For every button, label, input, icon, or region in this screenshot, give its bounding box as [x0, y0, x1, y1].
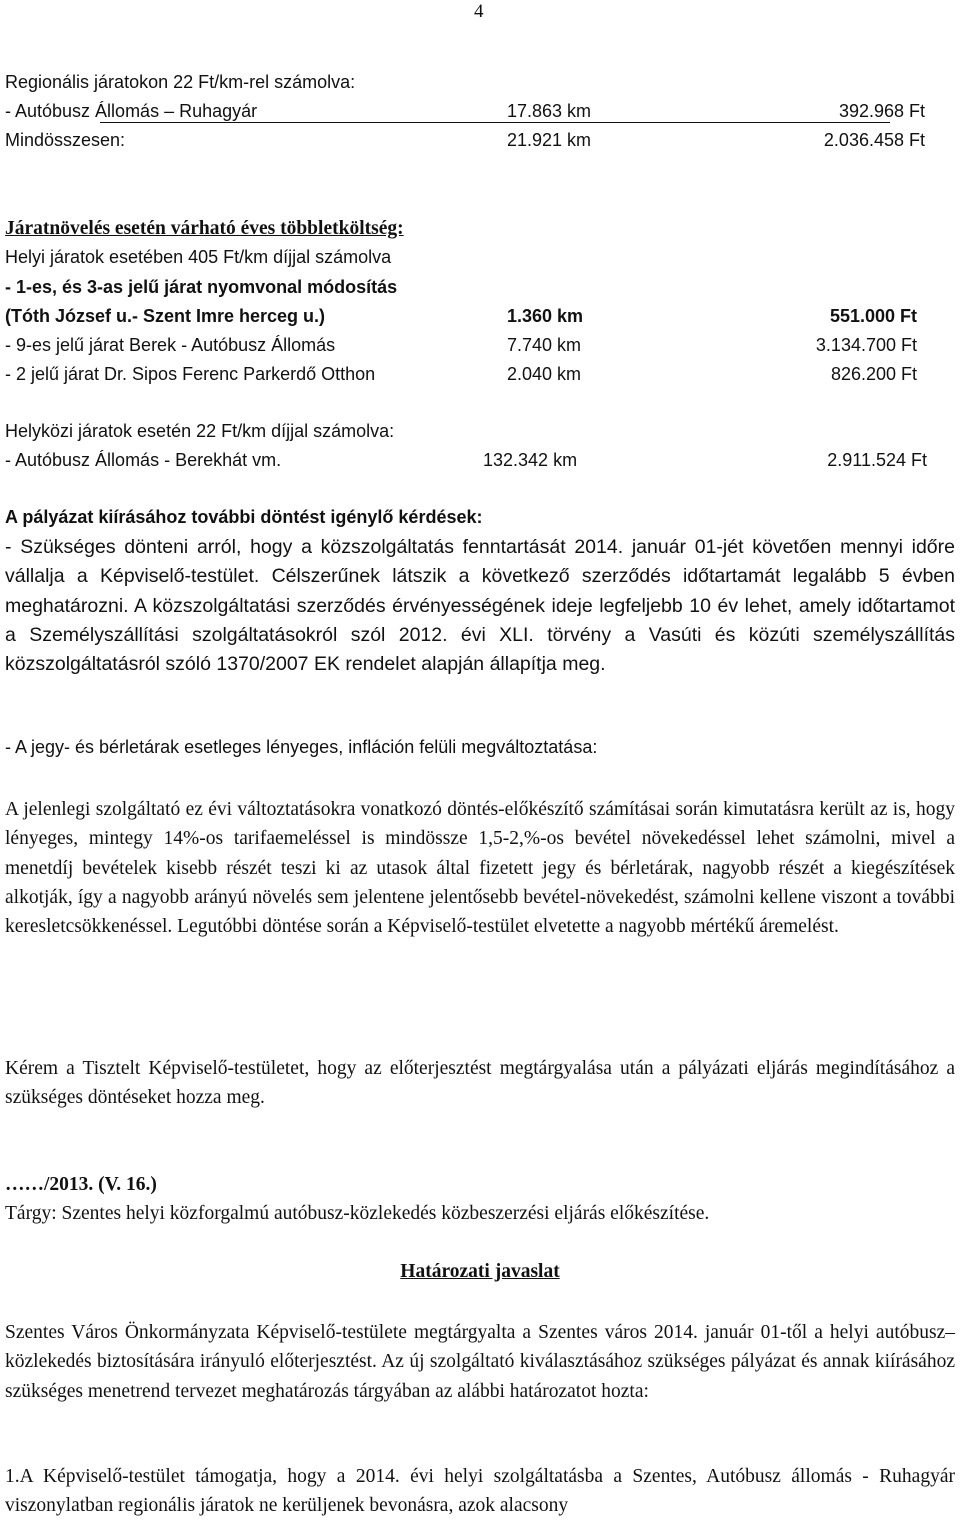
- item4-km: 132.342 km: [483, 450, 578, 470]
- item3-label: - 2 jelű járat Dr. Sipos Ferenc Parkerdő Otthon: [5, 364, 376, 384]
- fare-line: - A jegy- és bérletárak esetleges lényeges, infláción felüli megváltoztatása:: [5, 737, 598, 757]
- regional-route-label: - Autóbusz Állomás – Ruhagyár: [5, 101, 258, 121]
- item3-km: 2.040 km: [507, 364, 582, 384]
- item1-ft: 551.000 Ft: [829, 306, 917, 326]
- sum-divider: [100, 122, 890, 123]
- page-number: 4: [474, 1, 484, 22]
- item1-label: (Tóth József u.- Szent Imre herceg u.): [5, 306, 326, 326]
- intercity-heading: Helyközi járatok esetén 22 Ft/km díjjal számolva:: [5, 421, 395, 441]
- item4-label: - Autóbusz Állomás - Berekhát vm.: [5, 450, 282, 470]
- resolution-subject: Tárgy: Szentes helyi közforgalmú autóbusz-közlekedés közbeszerzési eljárás előkészítése.: [5, 1203, 710, 1224]
- resolution-point-1: 1.A Képviselő-testület támogatja, hogy a 2014. évi helyi szolgáltatásba a Szentes, Autóbusz állomás - Ruhagyár viszonylatban regionális járatok ne kerüljenek bevonásra, azok alacsony: [5, 1466, 955, 1517]
- fare-paragraph: A jelenlegi szolgáltató ez évi változtatásokra vonatkozó döntés-előkészítő számításai során kimutatásra került az is, hogy lényeges, mintegy 14%-os tarifaemeléssel is mindössze 1,5-2,%-os bevétel növekedéssel lehet számolni, mivel a menetdíj bevételek kisebb részét teszi ki az utasok által fizetett jegy és bérletárak, nagyobb részét a kiegészítések alkotják, így a nagyobb arányú növelés sem jelentene jelentősebb bevétel-növekedést, számolni kellene viszont a további keresletcsökkenéssel. Legutóbbi döntése során a Képviselő-testület elvetette a nagyobb mértékű áremelést.: [5, 799, 955, 938]
- regional-route-km: 17.863 km: [507, 101, 592, 121]
- total-ft: 2.036.458 Ft: [823, 130, 925, 150]
- item4-ft: 2.911.524 Ft: [827, 450, 927, 470]
- regional-heading: Regionális járatokon 22 Ft/km-rel számolva:: [5, 72, 356, 92]
- request-paragraph: Kérem a Tisztelt Képviselő-testületet, hogy az előterjesztést megtárgyalása után a pályázati eljárás megindításához a szükséges döntéseket hozza meg.: [5, 1058, 955, 1109]
- local-heading: Helyi járatok esetében 405 Ft/km díjjal számolva: [5, 247, 392, 267]
- questions-heading: A pályázat kiírásához további döntést igénylő kérdések:: [5, 507, 483, 527]
- resolution-number: ……/2013. (V. 16.): [5, 1174, 157, 1195]
- regional-route-ft: 392.968 Ft: [838, 101, 925, 121]
- total-km: 21.921 km: [507, 130, 592, 150]
- item3-ft: 826.200 Ft: [830, 364, 917, 384]
- total-label: Mindösszesen:: [5, 130, 126, 150]
- increase-heading: Járatnövelés esetén várható éves többletköltség:: [5, 218, 404, 239]
- item2-label: - 9-es jelű járat Berek - Autóbusz Állomás: [5, 335, 336, 355]
- item1-line1: - 1-es, és 3-as jelű járat nyomvonal módosítás: [5, 277, 398, 297]
- resolution-intro: Szentes Város Önkormányzata Képviselő-testülete megtárgyalta a Szentes város 2014. január 01-től a helyi autóbusz–közlekedés biztosítására irányuló előterjesztést. Az új szolgáltató kiválasztásához szükséges pályázat és annak kiírásához szükséges menetrend tervezet meghatározás tárgyában az alábbi határozatot hozta:: [5, 1322, 955, 1402]
- resolution-title: Határozati javaslat: [400, 1261, 560, 1282]
- item1-km: 1.360 km: [507, 306, 584, 326]
- item2-km: 7.740 km: [507, 335, 582, 355]
- questions-paragraph: - Szükséges dönteni arról, hogy a közszolgáltatás fenntartását 2014. január 01-jét követően mennyi időre vállalja a Képviselő-testület. Célszerűnek látszik a következő szerződés időtartamát legalább 5 évben meghatározni. A közszolgáltatási szerződés érvényességének ideje legfeljebb 10 év lehet, amely időtartamot a Személyszállítási szolgáltatásokról szól 2012. évi XLI. törvény a Vasúti és közúti személyszállítás közszolgáltatásról szóló 1370/2007 EK rendelet alapján állapítja meg.: [5, 536, 955, 676]
- item2-ft: 3.134.700 Ft: [815, 335, 917, 355]
